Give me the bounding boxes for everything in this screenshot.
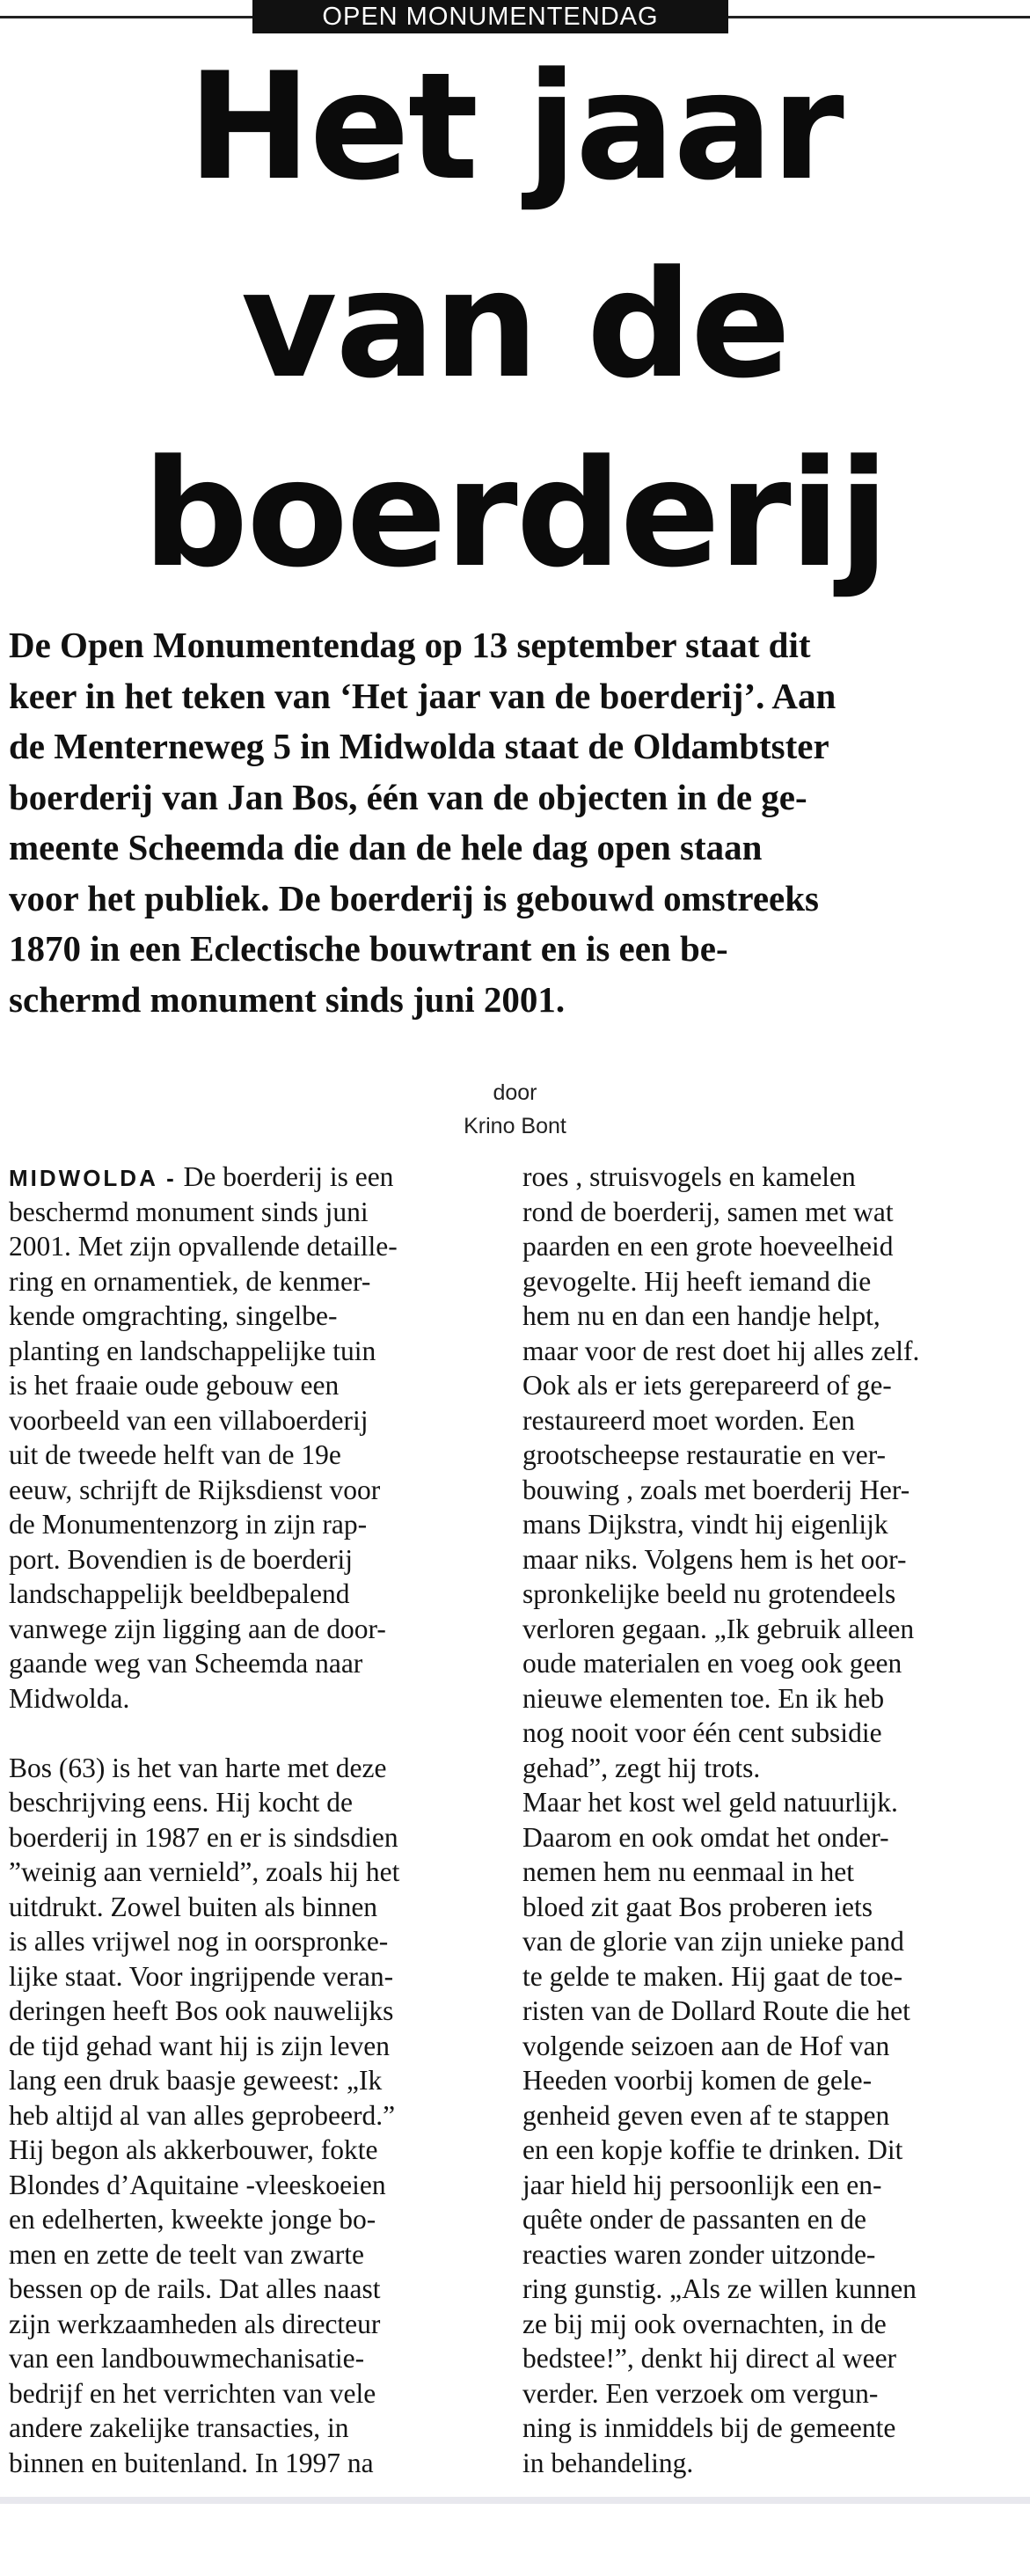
article-line-text: 2001. Met zijn opvallende detaille- xyxy=(9,1231,398,1262)
article-line xyxy=(522,1994,1015,2029)
article-line xyxy=(522,1334,1015,1369)
article-line-text: quête onder de passanten en de xyxy=(522,2204,866,2235)
article-line xyxy=(522,2307,1015,2342)
article-line xyxy=(522,2133,1015,2168)
article-line-text: deringen heeft Bos ook nauwelijks xyxy=(9,1995,394,2026)
article-line-text: bedstee!”, denkt hij direct al weer xyxy=(522,2343,897,2374)
article-line xyxy=(9,2341,501,2376)
paragraph-gap xyxy=(9,1716,501,1751)
article-line-text: risten van de Dollard Route die het xyxy=(522,1995,910,2026)
article-line-text: gaande weg van Scheemda naar xyxy=(9,1648,363,1679)
article-line-text: paarden en een grote hoeveelheid xyxy=(522,1231,894,1262)
article-line xyxy=(9,1994,501,2029)
article-line xyxy=(9,1959,501,1994)
article-line xyxy=(522,1681,1015,1716)
article-line-text: planting en landschappelijke tuin xyxy=(9,1335,376,1366)
section-kicker: OPEN MONUMENTENDAG xyxy=(252,0,728,33)
article-line xyxy=(522,1612,1015,1647)
article-line-text: Maar het kost wel geld natuurlijk. xyxy=(522,1787,898,1818)
article-line-text: te gelde te maken. Hij gaat de toe- xyxy=(522,1960,903,1992)
article-line-text: lijke staat. Voor ingrijpende veran- xyxy=(9,1960,394,1992)
article-line xyxy=(9,1473,501,1508)
article-line-text: en edelherten, kweekte jonge bo- xyxy=(9,2204,376,2235)
article-line xyxy=(522,2202,1015,2237)
article-line-text: restaureerd moet worden. Een xyxy=(522,1404,855,1436)
article-line xyxy=(9,2446,501,2481)
article-line-text: verder. Een verzoek om vergun- xyxy=(522,2377,879,2409)
article-line xyxy=(9,1542,501,1577)
article-line xyxy=(9,2168,501,2203)
article-line xyxy=(522,2411,1015,2446)
article-line xyxy=(522,1785,1015,1820)
article-line-text: port. Bovendien is de boerderij xyxy=(9,1543,354,1575)
article-line-text: beschrijving eens. Hij kocht de xyxy=(9,1787,354,1818)
lead-paragraph xyxy=(9,620,1020,1025)
article-line xyxy=(9,1820,501,1855)
article-line xyxy=(9,1577,501,1612)
article-line-text: uitdrukt. Zowel buiten als binnen xyxy=(9,1891,378,1922)
article-line-text: boerderij in 1987 en er is sindsdien xyxy=(9,1821,398,1853)
article-line xyxy=(9,1195,501,1230)
article-line-text: bedrijf en het verrichten van vele xyxy=(9,2377,376,2409)
article-line-text: mans Dijkstra, vindt hij eigenlijk xyxy=(522,1509,888,1540)
lead-line: keer in het teken van ‘Het jaar van de boerderij’. Aan xyxy=(9,675,836,716)
byline-prefix: door xyxy=(493,1080,537,1105)
article-line xyxy=(9,1264,501,1299)
article-line-text: De boerderij is een xyxy=(176,1161,394,1192)
article-line xyxy=(522,1368,1015,1403)
article-line xyxy=(522,1229,1015,1264)
article-line-text: gevogelte. Hij heeft iemand die xyxy=(522,1265,872,1297)
article-line-text: men en zette de teelt van zwarte xyxy=(9,2238,365,2270)
article-line xyxy=(522,1716,1015,1751)
article-line-text: maar niks. Volgens hem is het oor- xyxy=(522,1543,907,1575)
article-line-text: volgende seizoen aan de Hof van xyxy=(522,2030,890,2061)
article-line-text: ring gunstig. „Als ze willen kunnen xyxy=(522,2273,917,2304)
article-line-text: binnen en buitenland. In 1997 na xyxy=(9,2447,374,2478)
article-line xyxy=(522,1473,1015,1508)
article-line-text: Heeden voorbij komen de gele- xyxy=(522,2065,873,2096)
article-line-text: Ook als er iets gerepareerd of ge- xyxy=(522,1370,892,1401)
article-line xyxy=(522,1751,1015,1786)
article-line-text: heb altijd al van alles geprobeerd.” xyxy=(9,2099,396,2131)
lead-line: De Open Monumentendag op 13 september staat dit xyxy=(9,625,811,665)
article-line xyxy=(9,1334,501,1369)
headline-line-3: boerderij xyxy=(142,428,888,600)
article-line xyxy=(522,1924,1015,1959)
article-line xyxy=(522,2341,1015,2376)
article-line-text: ning is inmiddels bij de gemeente xyxy=(522,2412,896,2443)
article-line xyxy=(9,1785,501,1820)
article-line xyxy=(522,1959,1015,1994)
article-line xyxy=(9,2272,501,2307)
dateline: MIDWOLDA - xyxy=(9,1165,177,1191)
article-line xyxy=(9,1890,501,1925)
article-line xyxy=(522,2376,1015,2411)
article-line-text: vanwege zijn ligging aan de door- xyxy=(9,1613,386,1644)
article-line-text: roes , struisvogels en kamelen xyxy=(522,1161,856,1192)
article-line-text: Midwolda. xyxy=(9,1682,130,1714)
article-line-text: nemen hem nu eenmaal in het xyxy=(522,1856,854,1887)
article-line xyxy=(9,2133,501,2168)
article-line xyxy=(9,1681,501,1716)
article-line xyxy=(522,2272,1015,2307)
article-line-text: Hij begon als akkerbouwer, fokte xyxy=(9,2134,378,2165)
article-line-text: bessen op de rails. Dat alles naast xyxy=(9,2273,381,2304)
article-line-text: hem nu en dan een handje helpt, xyxy=(522,1300,880,1331)
article-line xyxy=(522,2098,1015,2133)
article-line-text: jaar hield hij persoonlijk een en- xyxy=(522,2169,882,2200)
lead-line: 1870 in een Eclectische bouwtrant en is een be- xyxy=(9,928,728,969)
article-line xyxy=(522,1577,1015,1612)
lead-line: voor het publiek. De boerderij is gebouwd omstreeks xyxy=(9,877,819,918)
article-line-text: oude materialen en voeg ook geen xyxy=(522,1648,902,1679)
article-line xyxy=(9,2063,501,2098)
headline-line-2: van de xyxy=(240,238,790,411)
article-line xyxy=(522,1820,1015,1855)
byline-author: Krino Bont xyxy=(464,1114,566,1138)
article-line-text: grootscheepse restauratie en ver- xyxy=(522,1439,887,1470)
article-line xyxy=(9,2237,501,2272)
article-line-text: kende omgrachting, singelbe- xyxy=(9,1300,338,1331)
article-line xyxy=(522,2168,1015,2203)
article-line xyxy=(522,1855,1015,1890)
lead-line: de Menterneweg 5 in Midwolda staat de Oldambtster xyxy=(9,726,829,766)
article-line xyxy=(522,2446,1015,2481)
article-line-text: in behandeling. xyxy=(522,2447,694,2478)
article-line-text: is het fraaie oude gebouw een xyxy=(9,1370,340,1401)
article-line-text: eeuw, schrijft de Rijksdienst voor xyxy=(9,1474,381,1505)
article-line xyxy=(9,1646,501,1681)
article-line xyxy=(522,1160,1015,1195)
article-line-text: Blondes d’Aquitaine -vleeskoeien xyxy=(9,2169,386,2200)
article-line xyxy=(9,2098,501,2133)
article-line-text: gehad”, zegt hij trots. xyxy=(522,1752,761,1783)
article-line xyxy=(522,1507,1015,1542)
article-line-text: reacties waren zonder uitzonde- xyxy=(522,2238,876,2270)
article-line xyxy=(9,1855,501,1890)
article-line xyxy=(9,2376,501,2411)
article-line-text: bouwing , zoals met boerderij Her- xyxy=(522,1474,910,1505)
article-line xyxy=(522,1438,1015,1473)
article-line xyxy=(9,2029,501,2064)
article-line xyxy=(522,1299,1015,1334)
article-line xyxy=(522,1403,1015,1438)
article-line-text: lang een druk baasje geweest: „Ik xyxy=(9,2065,383,2096)
article-line-text: landschappelijk beeldbepalend xyxy=(9,1578,350,1609)
article-line-text: is alles vrijwel nog in oorspronke- xyxy=(9,1926,389,1957)
article-line xyxy=(9,1924,501,1959)
article-line-text: van de glorie van zijn unieke pand xyxy=(522,1926,904,1957)
article-line-text: ze bij mij ook overnachten, in de xyxy=(522,2308,887,2339)
article-line-text: nieuwe elementen toe. En ik heb xyxy=(522,1682,885,1714)
article-line xyxy=(522,1542,1015,1577)
article-column-left xyxy=(9,1160,501,2480)
scan-edge-band xyxy=(0,2497,1030,2504)
article-line xyxy=(9,1299,501,1334)
article-line xyxy=(9,1403,501,1438)
lead-line: meente Scheemda die dan de hele dag open staan xyxy=(9,827,763,867)
article-line-text: ”weinig aan vernield”, zoals hij het xyxy=(9,1856,400,1887)
article-line xyxy=(9,1368,501,1403)
article-line xyxy=(9,1507,501,1542)
article-line-text: voorbeeld van een villaboerderij xyxy=(9,1404,369,1436)
article-line xyxy=(522,2029,1015,2064)
article-line xyxy=(9,1160,501,1195)
article-line xyxy=(522,1890,1015,1925)
article-line-text: spronkelijke beeld nu grotendeels xyxy=(522,1578,896,1609)
article-line-text: ring en ornamentiek, de kenmer- xyxy=(9,1265,371,1297)
article-line xyxy=(522,1264,1015,1299)
article-line-text: rond de boerderij, samen met wat xyxy=(522,1196,894,1227)
article-line xyxy=(9,2202,501,2237)
article-line xyxy=(522,1195,1015,1230)
article-line-text: bloed zit gaat Bos proberen iets xyxy=(522,1891,873,1922)
article-line xyxy=(522,2063,1015,2098)
article-column-right xyxy=(522,1160,1015,2480)
article-line xyxy=(9,1229,501,1264)
article-line-text: de tijd gehad want hij is zijn leven xyxy=(9,2030,391,2061)
article-line-text: verloren gegaan. „Ik gebruik alleen xyxy=(522,1613,915,1644)
article-line xyxy=(9,2307,501,2342)
lead-line: boerderij van Jan Bos, één van de objecten in de ge- xyxy=(9,776,807,817)
article-line xyxy=(9,1751,501,1786)
article-line-text: nog nooit voor één cent subsidie xyxy=(522,1717,882,1748)
headline-line-1: Het jaar xyxy=(187,40,843,213)
article-line-text: Daarom en ook omdat het onder- xyxy=(522,1821,889,1853)
article-line xyxy=(9,2411,501,2446)
article-line-text: beschermd monument sinds juni xyxy=(9,1196,369,1227)
article-line xyxy=(9,1612,501,1647)
article-line-text: andere zakelijke transacties, in xyxy=(9,2412,349,2443)
article-line-text: Bos (63) is het van harte met deze xyxy=(9,1752,387,1783)
article-line xyxy=(522,1646,1015,1681)
article-line-text: uit de tweede helft van de 19e xyxy=(9,1439,341,1470)
article-line-text: zijn werkzaamheden als directeur xyxy=(9,2308,381,2339)
article-line-text: genheid geven even af te stappen xyxy=(522,2099,890,2131)
article-line-text: de Monumentenzorg in zijn rap- xyxy=(9,1509,368,1540)
lead-line: schermd monument sinds juni 2001. xyxy=(9,978,566,1020)
article-line xyxy=(522,2237,1015,2272)
article-line xyxy=(9,1438,501,1473)
article-line-text: en een kopje koffie te drinken. Dit xyxy=(522,2134,903,2165)
article-line-text: maar voor de rest doet hij alles zelf. xyxy=(522,1335,920,1366)
article-line-text: van een landbouwmechanisatie- xyxy=(9,2343,365,2374)
